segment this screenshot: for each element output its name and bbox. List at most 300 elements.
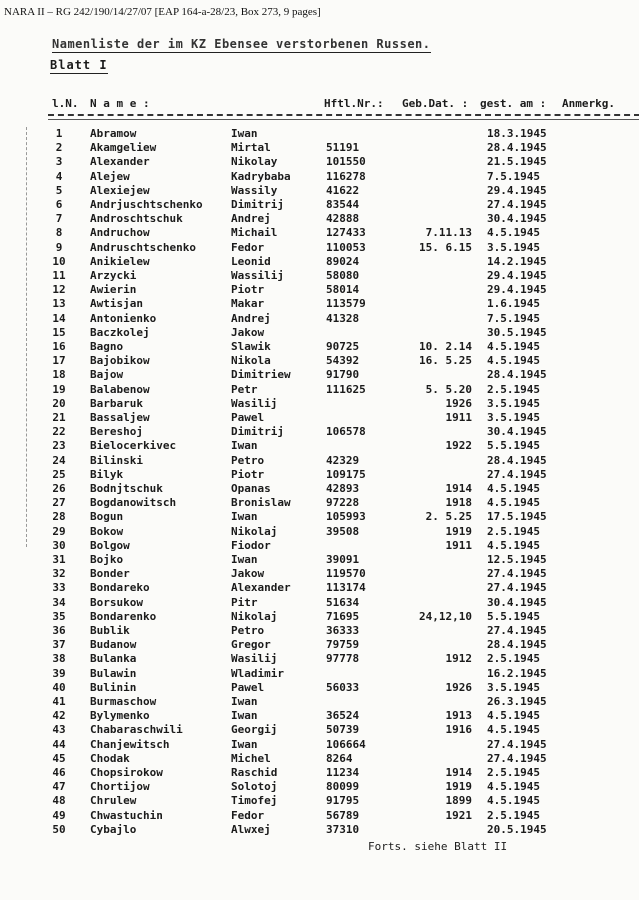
- row-firstname: Michel: [231, 751, 271, 765]
- row-birth-date: 1922: [445, 439, 472, 453]
- row-death-date: 29.4.1945: [487, 283, 547, 297]
- row-surname: Chodak: [90, 751, 130, 765]
- row-firstname: Michail: [231, 226, 278, 240]
- row-firstname: Petr: [231, 382, 258, 396]
- row-birth-date: 5. 5.20: [425, 382, 472, 396]
- row-surname: Bojko: [90, 553, 124, 566]
- row-firstname: Dimitriew: [231, 368, 291, 382]
- table-row: [0, 127, 639, 142]
- row-surname: Awierin: [90, 283, 137, 297]
- row-surname: Chortijow: [90, 780, 150, 794]
- row-birth-date: 16. 5.25: [419, 354, 472, 368]
- row-surname: Bondarenko: [90, 609, 157, 623]
- row-surname: Bilinski: [90, 453, 143, 467]
- row-surname: Bereshoj: [90, 425, 143, 439]
- row-firstname: Gregor: [231, 638, 271, 652]
- row-death-date: 4.5.1945: [487, 709, 540, 723]
- row-surname: Bublik: [90, 624, 130, 637]
- row-firstname: Piotr: [231, 283, 265, 297]
- table-row: [0, 269, 639, 284]
- row-number: 15: [52, 325, 66, 339]
- table-row: [0, 198, 639, 213]
- row-firstname: Dimitrij: [231, 198, 284, 211]
- row-death-date: 20.5.1945: [487, 822, 547, 836]
- row-firstname: Petro: [231, 624, 265, 637]
- row-number: 42: [52, 709, 66, 723]
- row-birth-date: 1926: [445, 396, 472, 410]
- row-surname: Chopsirokow: [90, 766, 163, 779]
- row-prisoner-number: 39508: [326, 524, 360, 538]
- row-prisoner-number: 113174: [326, 581, 366, 595]
- row-prisoner-number: 119570: [326, 567, 366, 581]
- table-row: [0, 340, 639, 355]
- table-row: [0, 496, 639, 511]
- row-surname: Bodnjtschuk: [90, 482, 163, 495]
- row-surname: Bolgow: [90, 538, 130, 552]
- row-birth-date: 1911: [445, 411, 472, 424]
- row-death-date: 4.5.1945: [487, 794, 540, 808]
- row-prisoner-number: 39091: [326, 553, 360, 566]
- row-death-date: 5.5.1945: [487, 439, 540, 453]
- row-surname: Awtisjan: [90, 297, 143, 311]
- row-firstname: Jakow: [231, 567, 265, 581]
- row-number: 38: [52, 652, 66, 666]
- row-death-date: 27.4.1945: [487, 737, 547, 751]
- row-prisoner-number: 79759: [326, 638, 360, 652]
- row-prisoner-number: 8264: [326, 751, 353, 765]
- row-birth-date: 1918: [445, 496, 472, 510]
- row-surname: Bielocerkivec: [90, 439, 177, 453]
- table-row: [0, 397, 639, 412]
- row-firstname: Dimitrij: [231, 425, 284, 439]
- row-firstname: Makar: [231, 297, 265, 311]
- row-surname: Bonder: [90, 567, 130, 581]
- table-row: [0, 439, 639, 454]
- table-row: [0, 482, 639, 497]
- table-row: [0, 780, 639, 795]
- table-row: [0, 553, 639, 568]
- row-number: 3: [55, 155, 63, 169]
- row-surname: Baczkolej: [90, 325, 150, 339]
- header-rule-solid: [48, 119, 639, 120]
- table-row: [0, 326, 639, 341]
- row-death-date: 26.3.1945: [487, 695, 547, 708]
- row-surname: Andruchow: [90, 226, 150, 240]
- row-prisoner-number: 36524: [326, 709, 360, 723]
- row-number: 23: [52, 439, 66, 453]
- row-prisoner-number: 101550: [326, 155, 366, 169]
- row-firstname: Fedor: [231, 240, 265, 254]
- row-firstname: Wladimir: [231, 666, 284, 680]
- row-birth-date: 1911: [445, 538, 472, 552]
- row-number: 44: [52, 737, 66, 751]
- table-row: [0, 226, 639, 241]
- table-row: [0, 184, 639, 199]
- row-number: 37: [52, 638, 66, 652]
- row-death-date: 2.5.1945: [487, 766, 540, 779]
- row-number: 16: [52, 340, 66, 353]
- row-firstname: Alwxej: [231, 822, 271, 836]
- row-death-date: 30.5.1945: [487, 325, 547, 339]
- row-surname: Anikielew: [90, 254, 150, 268]
- row-surname: Bokow: [90, 524, 124, 538]
- row-surname: Bassaljew: [90, 411, 150, 424]
- row-prisoner-number: 110053: [326, 240, 366, 254]
- row-number: 46: [52, 766, 66, 779]
- row-death-date: 3.5.1945: [487, 396, 540, 410]
- row-firstname: Andrej: [231, 212, 271, 226]
- row-prisoner-number: 106664: [326, 737, 366, 751]
- row-number: 36: [52, 624, 66, 637]
- row-number: 17: [52, 354, 66, 368]
- row-prisoner-number: 56789: [326, 808, 360, 822]
- row-surname: Bulinin: [90, 680, 137, 694]
- table-row: [0, 539, 639, 554]
- continuation-note: Forts. siehe Blatt II: [368, 840, 508, 853]
- row-death-date: 28.4.1945: [487, 141, 547, 155]
- table-row: [0, 581, 639, 596]
- row-death-date: 4.5.1945: [487, 482, 540, 495]
- table-row: [0, 510, 639, 525]
- row-surname: Bajobikow: [90, 354, 150, 368]
- row-death-date: 28.4.1945: [487, 453, 547, 467]
- row-number: 49: [52, 808, 66, 822]
- table-row: [0, 638, 639, 653]
- row-number: 9: [55, 240, 63, 254]
- row-death-date: 12.5.1945: [487, 553, 547, 566]
- row-prisoner-number: 58080: [326, 269, 360, 282]
- table-row: [0, 368, 639, 383]
- table-row: [0, 155, 639, 170]
- row-number: 18: [52, 368, 66, 382]
- row-firstname: Iwan: [231, 127, 258, 140]
- row-surname: Cybajlo: [90, 822, 137, 836]
- row-firstname: Pawel: [231, 680, 265, 694]
- row-death-date: 29.4.1945: [487, 183, 547, 197]
- row-death-date: 21.5.1945: [487, 155, 547, 169]
- row-firstname: Nikolaj: [231, 609, 278, 623]
- table-row: [0, 425, 639, 440]
- row-number: 11: [52, 269, 66, 282]
- row-number: 48: [52, 794, 66, 808]
- row-birth-date: 1916: [445, 723, 472, 737]
- row-number: 40: [52, 680, 66, 694]
- row-death-date: 27.4.1945: [487, 567, 547, 581]
- row-death-date: 2.5.1945: [487, 524, 540, 538]
- row-surname: Barbaruk: [90, 396, 143, 410]
- row-prisoner-number: 116278: [326, 169, 366, 183]
- row-number: 35: [52, 609, 66, 623]
- header-reg: Hftl.Nr.:: [324, 97, 384, 110]
- row-firstname: Bronislaw: [231, 496, 291, 510]
- row-firstname: Iwan: [231, 439, 258, 453]
- row-number: 30: [52, 538, 66, 552]
- row-birth-date: 1912: [445, 652, 472, 666]
- row-birth-date: 15. 6.15: [419, 240, 472, 254]
- row-surname: Bulawin: [90, 666, 137, 680]
- row-firstname: Iwan: [231, 553, 258, 566]
- table-row: [0, 681, 639, 696]
- table-row: [0, 212, 639, 227]
- row-firstname: Fiodor: [231, 538, 271, 552]
- row-number: 2: [55, 141, 63, 155]
- row-death-date: 27.4.1945: [487, 751, 547, 765]
- row-number: 31: [52, 553, 66, 566]
- row-prisoner-number: 71695: [326, 609, 360, 623]
- table-row: [0, 823, 639, 838]
- row-firstname: Nikola: [231, 354, 271, 368]
- row-number: 8: [55, 226, 63, 240]
- row-death-date: 3.5.1945: [487, 240, 540, 254]
- row-surname: Bondareko: [90, 581, 150, 595]
- table-row: [0, 723, 639, 738]
- row-number: 41: [52, 695, 66, 708]
- header-nr: l.N.: [52, 97, 79, 110]
- row-number: 21: [52, 411, 66, 424]
- table-row: [0, 241, 639, 256]
- row-number: 28: [52, 510, 66, 524]
- row-prisoner-number: 37310: [326, 822, 360, 836]
- row-surname: Androschtschuk: [90, 212, 183, 226]
- row-number: 39: [52, 666, 66, 680]
- row-prisoner-number: 89024: [326, 254, 360, 268]
- header-birth: Geb.Dat. :: [402, 97, 469, 110]
- table-row: [0, 709, 639, 724]
- row-birth-date: 1914: [445, 766, 472, 779]
- row-surname: Arzycki: [90, 269, 137, 282]
- row-prisoner-number: 36333: [326, 624, 360, 637]
- row-firstname: Kadrybaba: [231, 169, 291, 183]
- row-number: 10: [52, 254, 66, 268]
- row-prisoner-number: 127433: [326, 226, 366, 240]
- row-surname: Chrulew: [90, 794, 137, 808]
- table-row: [0, 752, 639, 767]
- row-number: 14: [52, 311, 66, 325]
- row-prisoner-number: 90725: [326, 340, 360, 353]
- row-death-date: 4.5.1945: [487, 340, 540, 353]
- row-number: 24: [52, 453, 66, 467]
- row-prisoner-number: 11234: [326, 766, 360, 779]
- row-firstname: Timofej: [231, 794, 278, 808]
- row-death-date: 3.5.1945: [487, 680, 540, 694]
- header-rule-dashed: [48, 114, 639, 116]
- table-row: [0, 297, 639, 312]
- row-death-date: 4.5.1945: [487, 723, 540, 737]
- row-prisoner-number: 97228: [326, 496, 360, 510]
- row-birth-date: 24,12,10: [419, 609, 472, 623]
- header-remarks: Anmerkg.: [562, 97, 615, 110]
- row-prisoner-number: 97778: [326, 652, 360, 666]
- row-death-date: 1.6.1945: [487, 297, 540, 311]
- row-prisoner-number: 91795: [326, 794, 360, 808]
- table-row: [0, 170, 639, 185]
- row-death-date: 18.3.1945: [487, 127, 547, 140]
- row-death-date: 4.5.1945: [487, 354, 540, 368]
- row-number: 32: [52, 567, 66, 581]
- row-firstname: Opanas: [231, 482, 271, 495]
- row-death-date: 7.5.1945: [487, 169, 540, 183]
- row-firstname: Iwan: [231, 510, 258, 524]
- row-death-date: 7.5.1945: [487, 311, 540, 325]
- row-surname: Chabaraschwili: [90, 723, 183, 737]
- row-surname: Chwastuchin: [90, 808, 163, 822]
- row-number: 13: [52, 297, 66, 311]
- row-death-date: 27.4.1945: [487, 581, 547, 595]
- table-row: [0, 766, 639, 781]
- row-number: 4: [55, 169, 63, 183]
- row-prisoner-number: 83544: [326, 198, 360, 211]
- row-firstname: Petro: [231, 453, 265, 467]
- row-firstname: Iwan: [231, 695, 258, 708]
- row-firstname: Nikolay: [231, 155, 278, 169]
- row-prisoner-number: 50739: [326, 723, 360, 737]
- row-death-date: 5.5.1945: [487, 609, 540, 623]
- row-prisoner-number: 111625: [326, 382, 366, 396]
- table-row: [0, 283, 639, 298]
- row-firstname: Iwan: [231, 737, 258, 751]
- row-firstname: Piotr: [231, 467, 265, 481]
- row-birth-date: 1913: [445, 709, 472, 723]
- row-birth-date: 1914: [445, 482, 472, 495]
- row-death-date: 30.4.1945: [487, 212, 547, 226]
- row-death-date: 4.5.1945: [487, 226, 540, 240]
- row-number: 20: [52, 396, 66, 410]
- row-death-date: 30.4.1945: [487, 425, 547, 439]
- row-firstname: Raschid: [231, 766, 278, 779]
- row-firstname: Iwan: [231, 709, 258, 723]
- row-death-date: 4.5.1945: [487, 538, 540, 552]
- row-birth-date: 1919: [445, 780, 472, 794]
- row-firstname: Pitr: [231, 595, 258, 609]
- row-death-date: 27.4.1945: [487, 467, 547, 481]
- row-firstname: Wasilij: [231, 396, 278, 410]
- row-death-date: 2.5.1945: [487, 652, 540, 666]
- row-surname: Andruschtschenko: [90, 240, 196, 254]
- row-birth-date: 1899: [445, 794, 472, 808]
- row-firstname: Jakow: [231, 325, 265, 339]
- header-name: N a m e :: [90, 97, 150, 110]
- table-row: [0, 354, 639, 369]
- row-number: 26: [52, 482, 66, 495]
- row-prisoner-number: 51634: [326, 595, 360, 609]
- header-death: gest. am :: [480, 97, 547, 110]
- row-prisoner-number: 42888: [326, 212, 360, 226]
- row-surname: Budanow: [90, 638, 137, 652]
- sheet-label: Blatt I: [50, 58, 108, 72]
- row-death-date: 28.4.1945: [487, 368, 547, 382]
- row-surname: Burmaschow: [90, 695, 157, 708]
- table-row: [0, 794, 639, 809]
- row-number: 47: [52, 780, 66, 794]
- row-prisoner-number: 106578: [326, 425, 366, 439]
- row-death-date: 28.4.1945: [487, 638, 547, 652]
- row-prisoner-number: 91790: [326, 368, 360, 382]
- row-surname: Akamgeliew: [90, 141, 157, 155]
- row-prisoner-number: 56033: [326, 680, 360, 694]
- row-firstname: Fedor: [231, 808, 265, 822]
- table-row: [0, 596, 639, 611]
- row-surname: Chanjewitsch: [90, 737, 170, 751]
- row-firstname: Solotoj: [231, 780, 278, 794]
- row-surname: Alejew: [90, 169, 130, 183]
- table-row: [0, 809, 639, 824]
- table-row: [0, 624, 639, 639]
- table-row: [0, 652, 639, 667]
- row-firstname: Andrej: [231, 311, 271, 325]
- row-prisoner-number: 41622: [326, 183, 360, 197]
- row-surname: Andrjuschtschenko: [90, 198, 203, 211]
- row-number: 25: [52, 467, 66, 481]
- row-firstname: Nikolaj: [231, 524, 278, 538]
- row-number: 1: [55, 127, 63, 140]
- row-surname: Bylymenko: [90, 709, 150, 723]
- row-surname: Bilyk: [90, 467, 124, 481]
- table-row: [0, 411, 639, 426]
- table-header: [52, 97, 638, 111]
- table-row: [0, 468, 639, 483]
- row-firstname: Georgij: [231, 723, 278, 737]
- row-birth-date: 2. 5.25: [425, 510, 472, 524]
- table-row: [0, 525, 639, 540]
- row-death-date: 2.5.1945: [487, 808, 540, 822]
- row-number: 6: [55, 198, 63, 211]
- row-prisoner-number: 58014: [326, 283, 360, 297]
- row-surname: Alexiejew: [90, 183, 150, 197]
- row-surname: Alexander: [90, 155, 150, 169]
- row-number: 22: [52, 425, 66, 439]
- row-surname: Bulanka: [90, 652, 137, 666]
- row-number: 19: [52, 382, 66, 396]
- row-surname: Bagno: [90, 340, 124, 353]
- row-surname: Borsukow: [90, 595, 143, 609]
- row-number: 27: [52, 496, 66, 510]
- row-death-date: 27.4.1945: [487, 198, 547, 211]
- row-number: 5: [55, 183, 63, 197]
- row-number: 29: [52, 524, 66, 538]
- row-death-date: 4.5.1945: [487, 496, 540, 510]
- table-row: [0, 567, 639, 582]
- row-death-date: 14.2.1945: [487, 254, 547, 268]
- row-death-date: 27.4.1945: [487, 624, 547, 637]
- row-death-date: 29.4.1945: [487, 269, 547, 282]
- row-surname: Bajow: [90, 368, 124, 382]
- row-firstname: Wassilij: [231, 269, 284, 282]
- document-title: Namenliste der im KZ Ebensee verstorbenen Russen.: [52, 37, 431, 51]
- row-prisoner-number: 54392: [326, 354, 360, 368]
- row-firstname: Slawik: [231, 340, 271, 353]
- row-death-date: 17.5.1945: [487, 510, 547, 524]
- row-prisoner-number: 80099: [326, 780, 360, 794]
- row-number: 12: [52, 283, 66, 297]
- row-death-date: 2.5.1945: [487, 382, 540, 396]
- row-death-date: 30.4.1945: [487, 595, 547, 609]
- row-surname: Bogun: [90, 510, 124, 524]
- row-firstname: Wasilij: [231, 652, 278, 666]
- table-row: [0, 610, 639, 625]
- row-prisoner-number: 51191: [326, 141, 360, 155]
- table-row: [0, 312, 639, 327]
- row-number: 43: [52, 723, 66, 737]
- row-surname: Bogdanowitsch: [90, 496, 177, 510]
- table-row: [0, 141, 639, 156]
- row-number: 7: [55, 212, 63, 226]
- table-row: [0, 695, 639, 710]
- row-surname: Balabenow: [90, 382, 150, 396]
- row-firstname: Mirtal: [231, 141, 271, 155]
- row-prisoner-number: 105993: [326, 510, 366, 524]
- row-firstname: Pawel: [231, 411, 265, 424]
- row-birth-date: 10. 2.14: [419, 340, 472, 353]
